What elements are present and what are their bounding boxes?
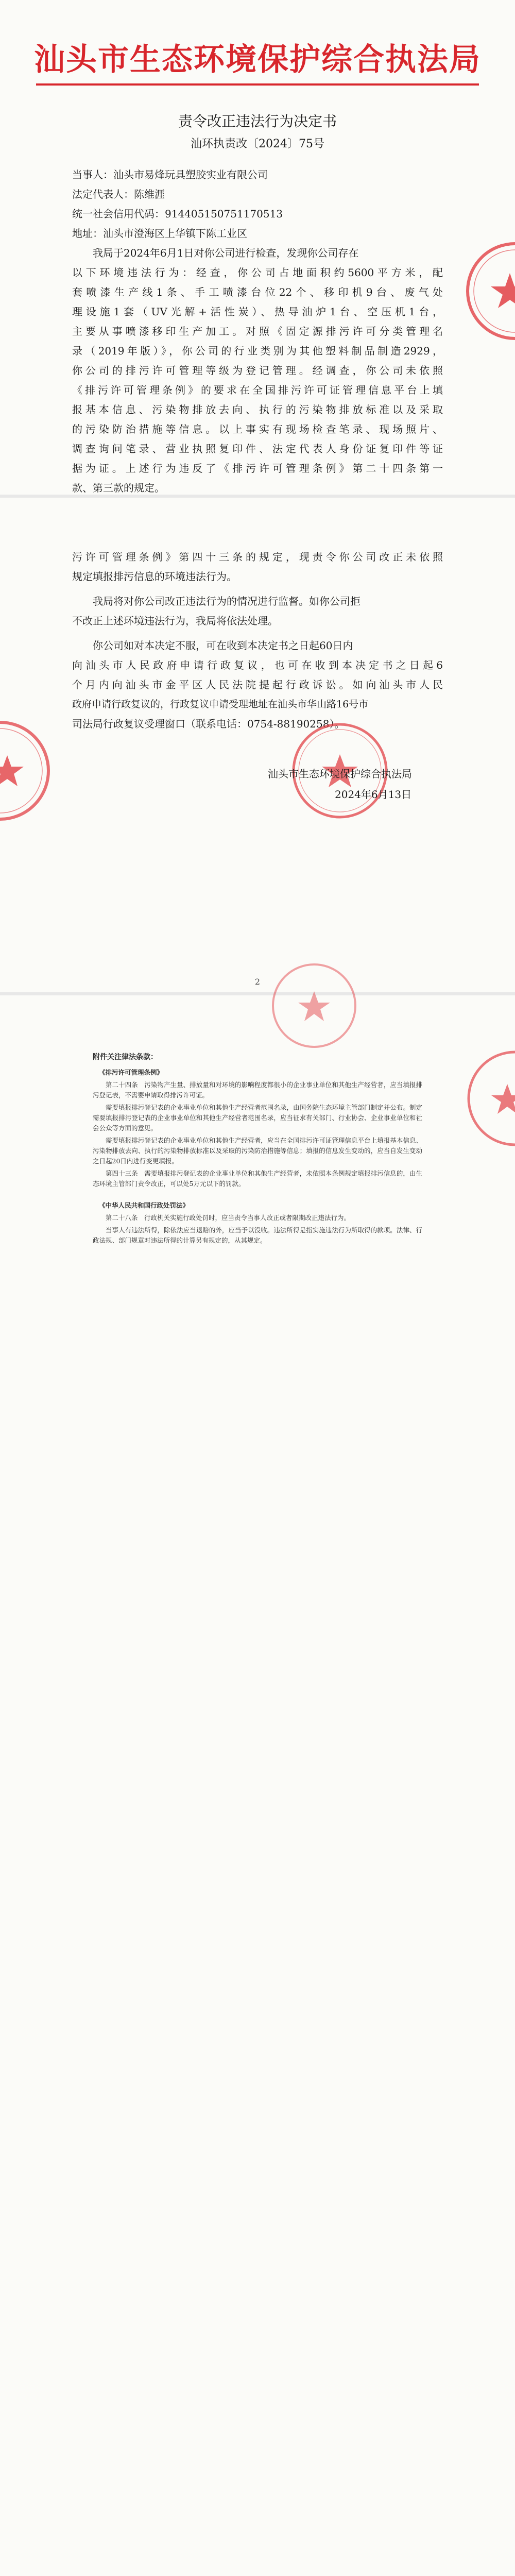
body-line: 录（2019年版）》，你公司的行业类别为其他塑料制品制造2929， xyxy=(72,345,443,357)
document-number: 汕环执责改〔2024〕75号 xyxy=(191,138,324,150)
annex-legal-provisions xyxy=(93,1052,422,1248)
body-line: 司法局行政复议受理窗口（联系电话：0754-88190258）。 xyxy=(72,718,345,730)
law1-paragraph: 第四十三条 需要填报排污登记表的企业事业单位和其他生产经营者，未依照本条例规定填报排污信息的，由生态环境主管部门责令改正，可以处5万元以下的罚款。 xyxy=(93,1170,422,1188)
document-page-1 xyxy=(0,0,515,495)
body-line: 理设施1套（UV光解+活性炭）、热导油炉1台、空压机1台， xyxy=(72,306,443,318)
body-line: 的污染防治措施等信息。以上事实有现场检查笔录、现场照片、 xyxy=(72,423,443,435)
signature-organization: 汕头市生态环境保护综合执法局 xyxy=(268,768,412,780)
body-line: 调查询问笔录、营业执照复印件、法定代表人身份证复印件等证 xyxy=(72,443,443,455)
body-line: 款、第三款的规定。 xyxy=(72,482,165,494)
edge-seal-left-icon xyxy=(0,719,57,822)
annex-seal-icon xyxy=(268,959,360,1052)
page2-body xyxy=(72,547,443,734)
body-line: 规定填报排污信息的环境违法行为。 xyxy=(72,570,237,583)
law1-title: 《排污许可管理条例》 xyxy=(99,1069,164,1076)
body-line: 我局于2024年6月1日对你公司进行检查，发现你公司存在 xyxy=(93,247,359,259)
body-line: 主要从事喷漆移印生产加工。对照《固定源排污许可分类管理名 xyxy=(72,325,443,337)
annex-edge-seal-icon xyxy=(466,1047,515,1150)
body-line: 套喷漆生产线1条、手工喷漆台位22个、移印机9台、废气处 xyxy=(72,286,443,298)
body-line: 污许可管理条例》第四十三条的规定，现责令你公司改正未依照 xyxy=(72,551,443,563)
law1-paragraph: 需要填报排污登记表的企业事业单位和其他生产经营者范围名录，由国务院生态环境主管部门制定并公布。制定需要填报排污登记表的企业事业单位和其他生产经营者范围名录，应当征求有关部门、行业协会、企业事业单位和社会公众等方面的意见。 xyxy=(93,1104,422,1132)
law2-paragraph: 当事人有违法所得，除依法应当退赔的外，应当予以没收。违法所得是指实施违法行为所取得的款项。法律、行政法规、部门规章对违法所得的计算另有规定的，从其规定。 xyxy=(93,1226,422,1244)
issuer-masthead: 汕头市生态环境保护综合执法局 xyxy=(34,42,481,78)
document-page-2 xyxy=(0,498,515,992)
body-line: 据为证。上述行为违反了《排污许可管理条例》第二十四条第一 xyxy=(72,462,443,474)
red-header-rule xyxy=(36,83,479,86)
signature-date: 2024年6月13日 xyxy=(335,788,412,801)
body-line: 你公司如对本决定不服，可在收到本决定书之日起60日内 xyxy=(93,639,353,652)
law2-title: 《中华人民共和国行政处罚法》 xyxy=(99,1201,190,1209)
document-title: 责令改正违法行为决定书 xyxy=(178,113,337,130)
body-line: 我局将对你公司改正违法行为的情况进行监督。如你公司拒 xyxy=(93,595,360,607)
page-number: 2 xyxy=(254,977,261,987)
law2-paragraph: 第二十八条 行政机关实施行政处罚时，应当责令当事人改正或者限期改正违法行为。 xyxy=(106,1214,351,1222)
body-line: 报基本信息、污染物排放去向、执行的污染物排放标准以及采取 xyxy=(72,403,443,416)
edge-seal-star-icon xyxy=(458,242,515,340)
address-line: 地址：汕头市澄海区上华镇下陈工业区 xyxy=(72,227,247,240)
annex-heading: 附件关注律法条款： xyxy=(93,1053,158,1061)
party-name-line: 当事人：汕头市易烽玩具塑胶实业有限公司 xyxy=(72,168,268,181)
body-line: 以下环境违法行为：经查，你公司占地面积约5600平方米，配 xyxy=(72,266,443,279)
credit-code-line: 统一社会信用代码：914405150751170513 xyxy=(72,208,283,220)
legal-rep-line: 法定代表人：陈维涯 xyxy=(72,188,165,200)
law1-paragraph: 需要填报排污登记表的企业事业单位和其他生产经营者，应当在全国排污许可证管理信息平台上填报基本信息、污染物排放去向、执行的污染物排放标准以及采取的污染防治措施等信息；填报的信息发生变动的，应当自发生变动之日起20日内进行变更填报。 xyxy=(93,1137,422,1165)
page1-body xyxy=(72,165,443,523)
body-line: 你公司的排污许可管理等级为登记管理。经调查，你公司未依照 xyxy=(72,364,443,377)
body-line: 政府申请行政复议的，行政复议申请受理地址在汕头市华山路16号市 xyxy=(72,699,369,710)
body-line: 不改正上述环境违法行为，我局将依法处理。 xyxy=(72,615,278,627)
body-line: 向汕头市人民政府申请行政复议，也可在收到本决定书之日起6 xyxy=(72,659,443,671)
document-page-3-annex xyxy=(0,995,515,2576)
law1-paragraph: 第二十四条 污染物产生量、排放量和对环境的影响程度都很小的企业事业单位和其他生产经营者，应当填报排污登记表，不需要申请取得排污许可证。 xyxy=(93,1081,422,1099)
body-line: 个月内向汕头市金平区人民法院提起行政诉讼。如向汕头市人民 xyxy=(72,679,443,691)
body-line: 《排污许可管理条例》的要求在全国排污许可证管理信息平台上填 xyxy=(72,384,443,396)
